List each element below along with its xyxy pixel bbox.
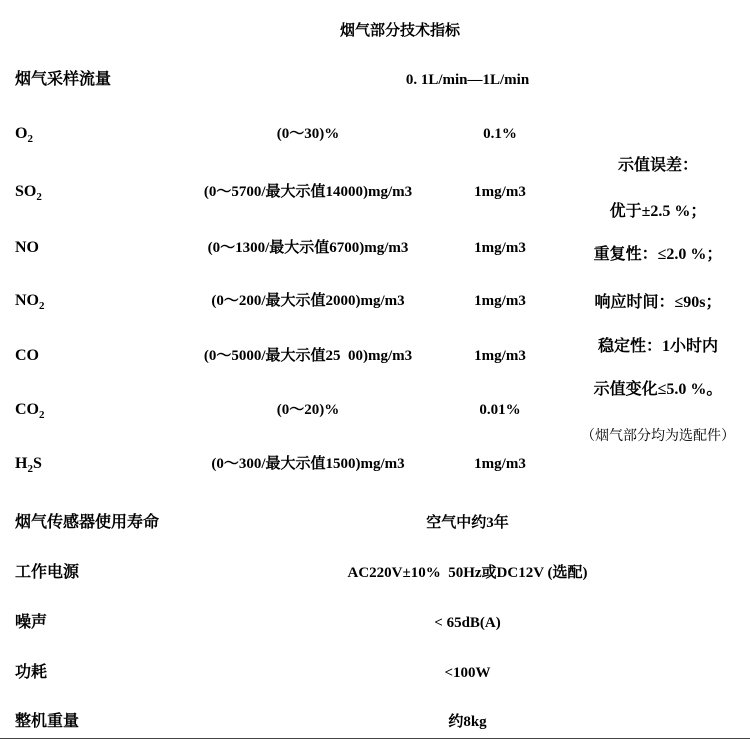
gas-resolution: 1mg/m3	[474, 456, 526, 472]
table-row-sensor-life	[0, 512, 750, 534]
table-bottom-border	[0, 738, 750, 739]
side-note-stability: 稳定性：1小时内	[597, 338, 718, 355]
gas-formula-base: O	[15, 125, 28, 142]
side-note-drift: 示值变化≤5.0 %。	[593, 381, 723, 398]
spec-value: AC220V±10% 50Hz或DC12V (选配)	[347, 565, 588, 581]
table-row-gas-h2s	[0, 453, 750, 475]
gas-formula	[15, 453, 42, 480]
side-note-optional-footnote: （烟气部分均为选配件）	[581, 429, 735, 444]
gas-formula	[15, 181, 42, 208]
spec-label: 整机重量	[15, 713, 80, 730]
page-title: 烟气部分技术指标	[339, 23, 460, 39]
gas-formula	[15, 399, 45, 426]
gas-formula-base: H	[15, 455, 28, 472]
gas-resolution: 1mg/m3	[474, 184, 526, 200]
gas-resolution: 0.01%	[479, 402, 521, 418]
gas-formula-base: NO	[15, 239, 39, 256]
spec-label: 功耗	[15, 664, 48, 681]
table-row-noise	[0, 612, 750, 634]
side-note-error-value: 优于±2.5 %；	[609, 203, 707, 220]
gas-formula-sub: 2	[39, 409, 45, 422]
table-row-gas-so2	[0, 181, 750, 203]
table-row-weight	[0, 711, 750, 733]
gas-range: (0～5700/最大示值14000)mg/m3	[203, 184, 413, 200]
gas-formula-sub: 2	[36, 191, 42, 204]
gas-range: (0～20)%	[276, 402, 340, 418]
gas-resolution: 1mg/m3	[474, 348, 526, 364]
gas-formula-sub: 2	[39, 300, 45, 313]
spec-value: <100W	[444, 665, 491, 681]
gas-formula	[15, 237, 39, 264]
gas-formula	[15, 290, 45, 317]
table-row-gas-co2	[0, 399, 750, 421]
gas-formula	[15, 345, 39, 372]
gas-formula-base: CO	[15, 347, 39, 364]
table-row-flow	[0, 69, 750, 91]
gas-resolution: 0.1%	[483, 126, 517, 142]
gas-range: (0～5000/最大示值25 00)mg/m3	[203, 348, 413, 364]
side-note-error-title: 示值误差：	[617, 157, 698, 174]
spec-label: 工作电源	[15, 564, 80, 581]
gas-resolution: 1mg/m3	[474, 293, 526, 309]
spec-value: 约8kg	[448, 714, 487, 730]
table-row-power-supply	[0, 562, 750, 584]
gas-range: (0～200/最大示值2000)mg/m3	[211, 293, 405, 309]
gas-formula-tail: S	[32, 455, 42, 472]
table-row-gas-o2	[0, 123, 750, 145]
gas-formula-base: NO	[15, 292, 39, 309]
spec-value: 空气中约3年	[426, 515, 509, 531]
side-note-response-time: 响应时间：≤90s；	[594, 294, 722, 311]
side-note-repeatability: 重复性：≤2.0 %；	[593, 246, 723, 263]
gas-resolution: 1mg/m3	[474, 240, 526, 256]
gas-formula	[15, 123, 33, 150]
gas-range: (0～300/最大示值1500)mg/m3	[211, 456, 405, 472]
gas-formula-base: SO	[15, 183, 37, 200]
flow-value: 0. 1L/min—1L/min	[405, 72, 530, 88]
gas-formula-base: CO	[15, 401, 39, 418]
spec-label: 烟气传感器使用寿命	[15, 514, 160, 531]
gas-range: (0～30)%	[276, 126, 340, 142]
spec-label: 噪声	[15, 614, 48, 631]
flow-label: 烟气采样流量	[15, 71, 112, 88]
gas-formula-sub: 2	[27, 463, 33, 476]
gas-range: (0～1300/最大示值6700)mg/m3	[207, 240, 409, 256]
spec-value: < 65dB(A)	[434, 615, 501, 631]
table-row-power-consumption	[0, 662, 750, 684]
gas-formula-sub: 2	[27, 133, 33, 146]
